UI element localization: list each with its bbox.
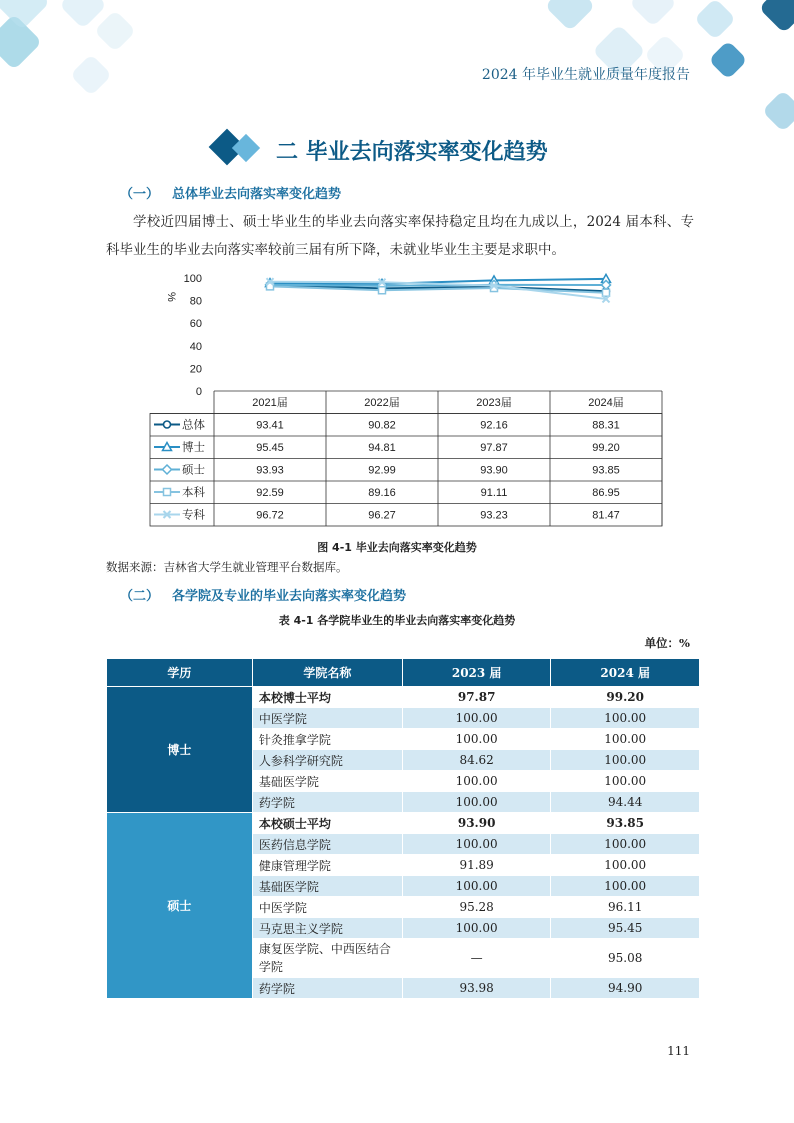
subsection-heading-1 bbox=[120, 183, 341, 202]
report-header-title: 2024 年毕业生就业质量年度报告 bbox=[481, 67, 690, 83]
level-cell-phd: 博士 bbox=[107, 687, 253, 813]
value-cell: 91.89 bbox=[402, 855, 551, 876]
data-value-label: 91.11 bbox=[480, 487, 508, 499]
value-cell: 94.44 bbox=[551, 792, 700, 813]
college-cell: 人参科学研究院 bbox=[252, 750, 402, 771]
value-cell: 95.45 bbox=[551, 918, 700, 939]
data-value-label: 81.47 bbox=[592, 509, 620, 522]
value-cell: 100.00 bbox=[402, 771, 551, 792]
data-value-label: 99.20 bbox=[592, 442, 620, 454]
value-cell: 100.00 bbox=[551, 876, 700, 897]
value-cell: 100.00 bbox=[402, 918, 551, 939]
data-value-label: 89.16 bbox=[368, 487, 396, 499]
value-cell: 100.00 bbox=[402, 729, 551, 750]
value-cell: 100.00 bbox=[551, 750, 700, 771]
value-cell: 100.00 bbox=[402, 834, 551, 855]
diamond-icon bbox=[208, 130, 270, 170]
trend-chart bbox=[120, 268, 680, 528]
series-line bbox=[270, 285, 606, 286]
value-cell: 95.28 bbox=[402, 897, 551, 918]
category-label: 2022届 bbox=[364, 397, 400, 409]
table-caption: 表 4-1 各学院毕业生的毕业去向落实率变化趋势 bbox=[278, 614, 516, 627]
value-cell: — bbox=[402, 939, 551, 978]
page-number: 111 bbox=[667, 1044, 690, 1058]
value-cell: 97.87 bbox=[402, 687, 551, 708]
series-marker bbox=[164, 489, 171, 496]
college-cell: 马克思主义学院 bbox=[252, 918, 402, 939]
value-cell: 93.98 bbox=[402, 978, 551, 999]
header-cell: 学历 bbox=[107, 659, 253, 687]
y-tick-label: 60 bbox=[189, 318, 202, 331]
college-cell: 针灸推拿学院 bbox=[252, 729, 402, 750]
data-table-border bbox=[150, 414, 662, 527]
data-value-label: 96.72 bbox=[256, 509, 284, 522]
header-cell: 2023 届 bbox=[402, 659, 551, 687]
value-cell: 100.00 bbox=[551, 771, 700, 792]
data-value-label: 94.81 bbox=[368, 442, 396, 454]
value-cell: 100.00 bbox=[551, 855, 700, 876]
legend-label: 硕士 bbox=[182, 462, 205, 477]
series-marker bbox=[379, 287, 386, 294]
value-cell: 100.00 bbox=[551, 708, 700, 729]
college-cell: 中医学院 bbox=[252, 708, 402, 729]
value-cell: 95.08 bbox=[551, 939, 700, 978]
data-value-label: 93.85 bbox=[592, 464, 620, 477]
value-cell: 100.00 bbox=[402, 876, 551, 897]
legend-label: 博士 bbox=[182, 440, 205, 454]
value-cell: 93.90 bbox=[402, 813, 551, 834]
data-value-label: 93.41 bbox=[256, 419, 284, 432]
college-cell: 药学院 bbox=[252, 792, 402, 813]
header-cell: 2024 届 bbox=[551, 659, 700, 687]
y-tick-label: 80 bbox=[189, 295, 202, 308]
college-cell: 康复医学院、中西医结合学院 bbox=[252, 939, 402, 978]
section-title bbox=[208, 128, 548, 172]
value-cell: 100.00 bbox=[551, 729, 700, 750]
college-cell: 基础医学院 bbox=[252, 771, 402, 792]
subsection-title: 各学院及专业的毕业去向落实率变化趋势 bbox=[172, 589, 407, 604]
data-value-label: 90.82 bbox=[368, 419, 396, 432]
legend-label: 专科 bbox=[182, 507, 205, 522]
header-cell: 学院名称 bbox=[252, 659, 402, 687]
y-tick-label: 40 bbox=[189, 340, 202, 353]
level-cell-masters: 硕士 bbox=[107, 813, 253, 999]
table-header-row bbox=[107, 659, 700, 687]
subsection-title: 总体毕业去向落实率变化趋势 bbox=[172, 187, 342, 202]
category-label: 2023届 bbox=[476, 397, 512, 409]
college-cell: 中医学院 bbox=[252, 897, 402, 918]
table-row bbox=[107, 687, 700, 708]
data-value-label: 93.23 bbox=[480, 509, 508, 522]
data-value-label: 93.93 bbox=[256, 464, 284, 477]
value-cell: 84.62 bbox=[402, 750, 551, 771]
college-rate-table bbox=[106, 658, 700, 999]
subsection-number: （二） bbox=[120, 589, 160, 604]
data-value-label: 88.31 bbox=[592, 419, 620, 432]
value-cell: 100.00 bbox=[402, 792, 551, 813]
chart-svg bbox=[120, 268, 680, 528]
college-cell: 本校博士平均 bbox=[252, 687, 402, 708]
category-label: 2024届 bbox=[588, 397, 624, 409]
data-value-label: 92.59 bbox=[256, 487, 284, 499]
legend-label: 本科 bbox=[182, 485, 205, 499]
value-cell: 99.20 bbox=[551, 687, 700, 708]
legend-label: 总体 bbox=[182, 417, 205, 432]
y-tick-label: 20 bbox=[189, 363, 202, 376]
section-heading: 二 毕业去向落实率变化趋势 bbox=[276, 139, 548, 165]
data-value-label: 93.90 bbox=[480, 464, 508, 477]
subsection-number: （一） bbox=[120, 187, 160, 202]
subsection-heading-2 bbox=[120, 585, 406, 604]
value-cell: 100.00 bbox=[551, 834, 700, 855]
series-marker bbox=[164, 421, 171, 428]
table-row bbox=[107, 813, 700, 834]
y-tick-label: 100 bbox=[183, 273, 202, 285]
data-value-label: 97.87 bbox=[480, 442, 508, 454]
body-paragraph: 学校近四届博士、硕士毕业生的毕业去向落实率保持稳定且均在九成以上，2024 届本科、专科毕业生的毕业去向落实率较前三届有所下降，未就业毕业生主要是求职中。 bbox=[106, 214, 694, 258]
y-tick-label: 0 bbox=[195, 386, 202, 398]
data-value-label: 96.27 bbox=[368, 509, 396, 522]
value-cell: 96.11 bbox=[551, 897, 700, 918]
data-value-label: 92.99 bbox=[368, 464, 396, 477]
series-marker bbox=[163, 465, 172, 474]
college-cell: 基础医学院 bbox=[252, 876, 402, 897]
data-source-note: 数据来源：吉林省大学生就业管理平台数据库。 bbox=[106, 560, 348, 574]
value-cell: 94.90 bbox=[551, 978, 700, 999]
value-cell: 100.00 bbox=[402, 708, 551, 729]
value-cell: 93.85 bbox=[551, 813, 700, 834]
category-label: 2021届 bbox=[252, 397, 288, 409]
data-value-label: 92.16 bbox=[480, 419, 508, 432]
college-cell: 本校硕士平均 bbox=[252, 813, 402, 834]
y-axis-label: % bbox=[165, 292, 177, 302]
college-cell: 健康管理学院 bbox=[252, 855, 402, 876]
figure-caption: 图 4-1 毕业去向落实率变化趋势 bbox=[317, 541, 477, 554]
table-unit: 单位：% bbox=[644, 636, 690, 650]
data-value-label: 95.45 bbox=[256, 442, 284, 454]
data-value-label: 86.95 bbox=[592, 487, 620, 499]
college-cell: 医药信息学院 bbox=[252, 834, 402, 855]
college-cell: 药学院 bbox=[252, 978, 402, 999]
